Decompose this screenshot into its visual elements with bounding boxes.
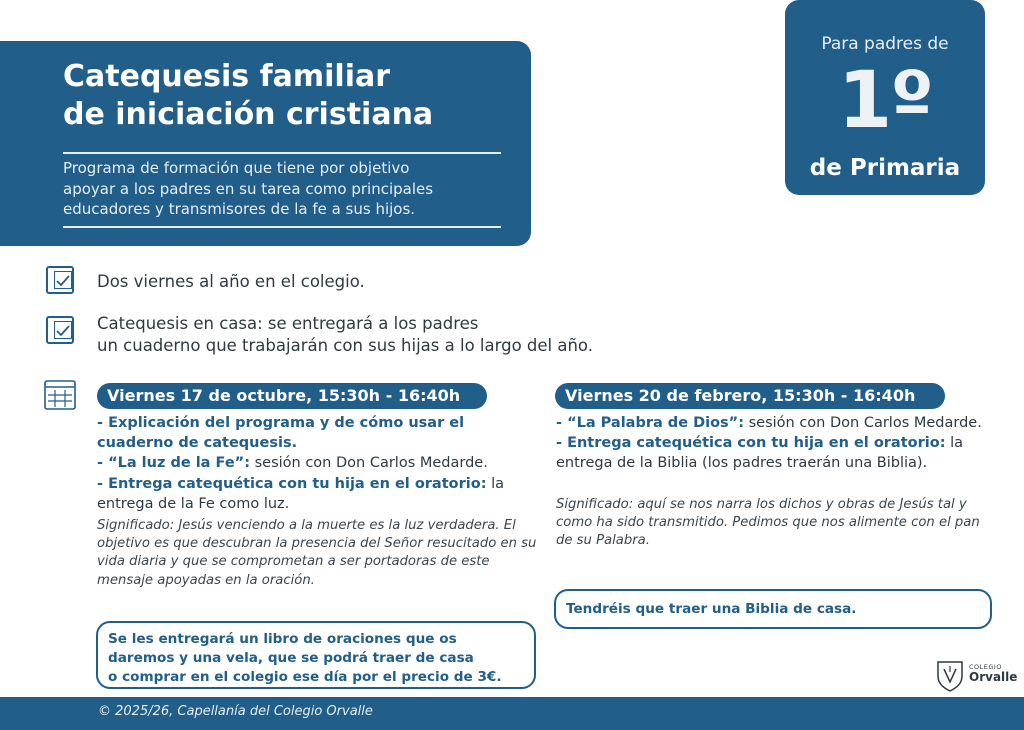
point-home-catechesis [97, 313, 593, 357]
subtitle-line-3: educadores y transmisores de la fe a sus hijos. [63, 200, 416, 218]
footer-copyright: © 2025/26, Capellanía del Colegio Orvalle [98, 704, 373, 719]
session-2-item-1-title: - “La Palabra de Dios”: [556, 415, 744, 431]
grade-badge [785, 0, 985, 195]
session-1-item-3-text: la entrega de la Fe como luz. [97, 475, 505, 512]
session-2-note: Tendréis que traer una Biblia de casa. [554, 589, 992, 629]
session-1-item-2-title: - “La luz de la Fe”: [97, 455, 250, 472]
session-1-note [96, 621, 536, 689]
session-1-note-line-1: Se les entregará un libro de oraciones que os [108, 631, 457, 647]
session-2-item-2-title: - Entrega catequética con tu hija en el oratorio: [556, 435, 946, 452]
session-2-item-2-text: la entrega de la Biblia (los padres traerán una Biblia). [556, 435, 964, 472]
grade-top-label: Para padres de [821, 34, 949, 54]
point-home-line-1: Catequesis en casa: se entregará a los padres [97, 314, 479, 333]
school-logo [936, 659, 1016, 693]
subtitle-line-2: apoyar a los padres en su tarea como principales [63, 179, 434, 198]
calendar-icon [44, 380, 76, 410]
subtitle-line-1: Programa de formación que tiene por objetivo [63, 159, 410, 177]
shield-logo-icon [936, 660, 964, 692]
footer-bar [0, 697, 1024, 730]
title-line-1: Catequesis familiar [63, 59, 391, 94]
title-divider-top [63, 152, 501, 154]
session-2-details [556, 413, 996, 550]
title-divider-bottom [63, 226, 501, 228]
grade-number: 1º [837, 56, 933, 146]
session-2-item-1-text: sesión con Don Carlos Medarde. [744, 415, 982, 431]
session-1-note-line-2: daremos y una vela, que se podrá traer de casa [108, 650, 474, 666]
session-1-date: Viernes 17 de octubre, 15:30h - 16:40h [97, 383, 487, 409]
session-1-item-1: - Explicación del programa y de cómo usar el cuaderno de catequesis. [97, 415, 465, 452]
checkbox-icon [46, 266, 74, 294]
point-home-line-2: un cuaderno que trabajarán con sus hijas a lo largo del año. [97, 336, 593, 355]
checkbox-icon [46, 316, 74, 344]
program-description [63, 158, 503, 220]
session-1-item-2-text: sesión con Don Carlos Medarde. [250, 455, 488, 472]
session-1-details [97, 413, 537, 590]
logo-small-text: COLEGIO [969, 663, 1002, 671]
session-2-date: Viernes 20 de febrero, 15:30h - 16:40h [555, 383, 945, 409]
point-fridays: Dos viernes al año en el colegio. [97, 272, 365, 291]
page-title [63, 58, 503, 134]
logo-name: Orvalle [969, 670, 1018, 684]
session-2-meaning: Significado: aquí se nos narra los dichos y obras de Jesús tal y como ha sido transmitido. Pedimos que nos alimente con el pan de su Palabra. [556, 496, 980, 549]
session-1-item-3-title: - Entrega catequética con tu hija en el oratorio: [97, 475, 487, 492]
session-1-meaning: Significado: Jesús venciendo a la muerte es la luz verdadera. El objetivo es que descubran la presencia del Señor resucitado en su vida diaria y que se comprometan a ser portadoras de este mensaje apoyadas en la oración. [97, 518, 537, 588]
title-line-2: de iniciación cristiana [63, 97, 434, 132]
grade-bottom-label: de Primaria [809, 155, 961, 181]
session-1-note-line-3: o comprar en el colegio ese día por el precio de 3€. [108, 669, 502, 685]
